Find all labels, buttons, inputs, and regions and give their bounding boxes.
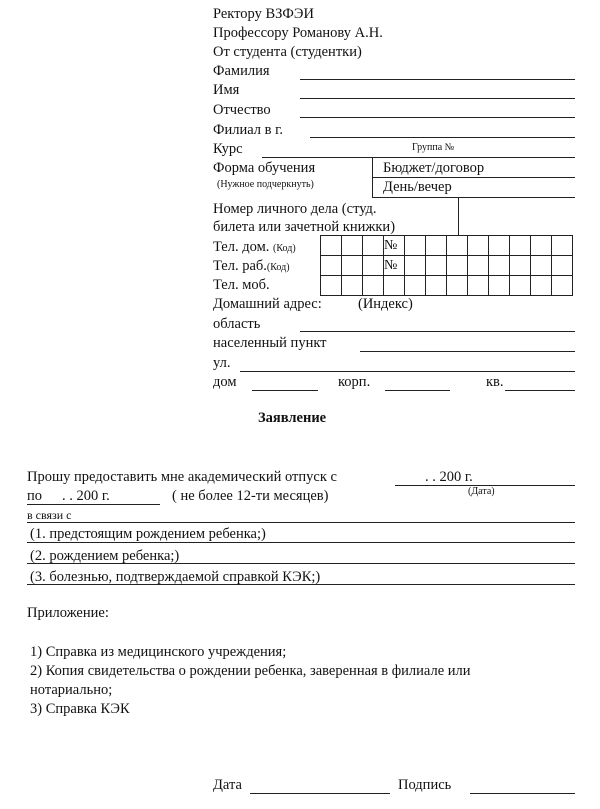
date-field[interactable] (250, 793, 390, 794)
signature-field[interactable] (470, 793, 575, 794)
date-note: (Дата) (468, 486, 495, 497)
patronymic-field[interactable] (300, 117, 575, 118)
start-date: . . 200 г. (425, 469, 473, 485)
budget-option[interactable]: Бюджет/договор (383, 160, 485, 176)
end-date-field[interactable] (27, 504, 160, 505)
course-label: Курс (213, 141, 243, 157)
branch-label: Филиал в г. (213, 122, 284, 138)
study-form-label: Форма обучения (213, 160, 316, 176)
tel-work-text: Тел. раб. (213, 258, 267, 274)
patronymic-label: Отчество (213, 102, 271, 118)
attachment-2-cont: нотариально; (30, 682, 113, 698)
code-label: (Код) (273, 243, 296, 254)
group-label: Группа № (412, 142, 455, 153)
reason-2[interactable]: (2. рождением ребенка;) (30, 548, 180, 564)
tel-home-label (213, 240, 296, 255)
divider (458, 197, 459, 235)
record-label-2: билета или зачетной книжки) (213, 219, 396, 235)
limit-note: ( не более 12-ти месяцев) (172, 488, 329, 504)
request-text: Прошу предоставить мне академический отпуск с (27, 469, 337, 485)
reason-label: в связи с (27, 508, 72, 522)
number-sign: № (384, 236, 405, 256)
to-label: по (27, 488, 43, 504)
name-field[interactable] (300, 98, 575, 99)
surname-label: Фамилия (213, 63, 270, 79)
settlement-label: населенный пункт (213, 335, 327, 351)
building-field[interactable] (385, 390, 450, 391)
day-option[interactable]: День/вечер (383, 179, 452, 195)
reason-field[interactable] (27, 522, 575, 523)
house-field[interactable] (252, 390, 318, 391)
attachments-title: Приложение: (27, 605, 109, 621)
divider (27, 563, 575, 564)
addressee-professor: Профессору Романову А.Н. (213, 25, 383, 41)
index-label: (Индекс) (358, 296, 413, 312)
reason-1[interactable]: (1. предстоящим рождением ребенка;) (30, 526, 266, 542)
divider (372, 158, 373, 198)
divider (372, 197, 575, 198)
street-field[interactable] (240, 371, 575, 372)
attachment-2: 2) Копия свидетельства о рождении ребенка, заверенная в филиале или (30, 663, 471, 679)
record-label-1: Номер личного дела (студ. (213, 201, 377, 217)
date-label: Дата (213, 777, 242, 793)
region-label: область (213, 316, 261, 332)
attachment-1: 1) Справка из медицинского учреждения; (30, 644, 287, 660)
phone-grid[interactable] (320, 235, 573, 296)
underline-note: (Нужное подчеркнуть) (217, 179, 314, 190)
addressee-rector: Ректору ВЗФЭИ (213, 6, 314, 22)
code-label: (Код) (266, 262, 290, 273)
document-title: Заявление (258, 410, 327, 426)
surname-field[interactable] (300, 79, 575, 80)
divider (27, 584, 575, 585)
number-sign: № (384, 256, 405, 276)
signature-label: Подпись (398, 777, 452, 793)
address-label: Домашний адрес: (213, 296, 322, 312)
tel-work-label (213, 259, 290, 274)
name-label: Имя (213, 82, 240, 98)
tel-home-text: Тел. дом. (213, 239, 270, 255)
tel-mob-label: Тел. моб. (213, 277, 270, 293)
attachment-3: 3) Справка КЭК (30, 701, 130, 717)
divider (27, 542, 575, 543)
branch-field[interactable] (310, 137, 575, 138)
reason-3[interactable]: (3. болезнью, подтверждаемой справкой КЭК;) (30, 569, 321, 585)
end-date: . . 200 г. (62, 488, 110, 504)
region-field[interactable] (300, 331, 575, 332)
settlement-field[interactable] (360, 351, 575, 352)
divider (372, 177, 575, 178)
house-label: дом (213, 374, 237, 390)
from-student: От студента (студентки) (213, 44, 362, 60)
street-label: ул. (213, 355, 231, 371)
building-label: корп. (338, 374, 371, 390)
apt-label: кв. (486, 374, 504, 390)
course-group-field[interactable] (262, 157, 575, 158)
apt-field[interactable] (505, 390, 575, 391)
